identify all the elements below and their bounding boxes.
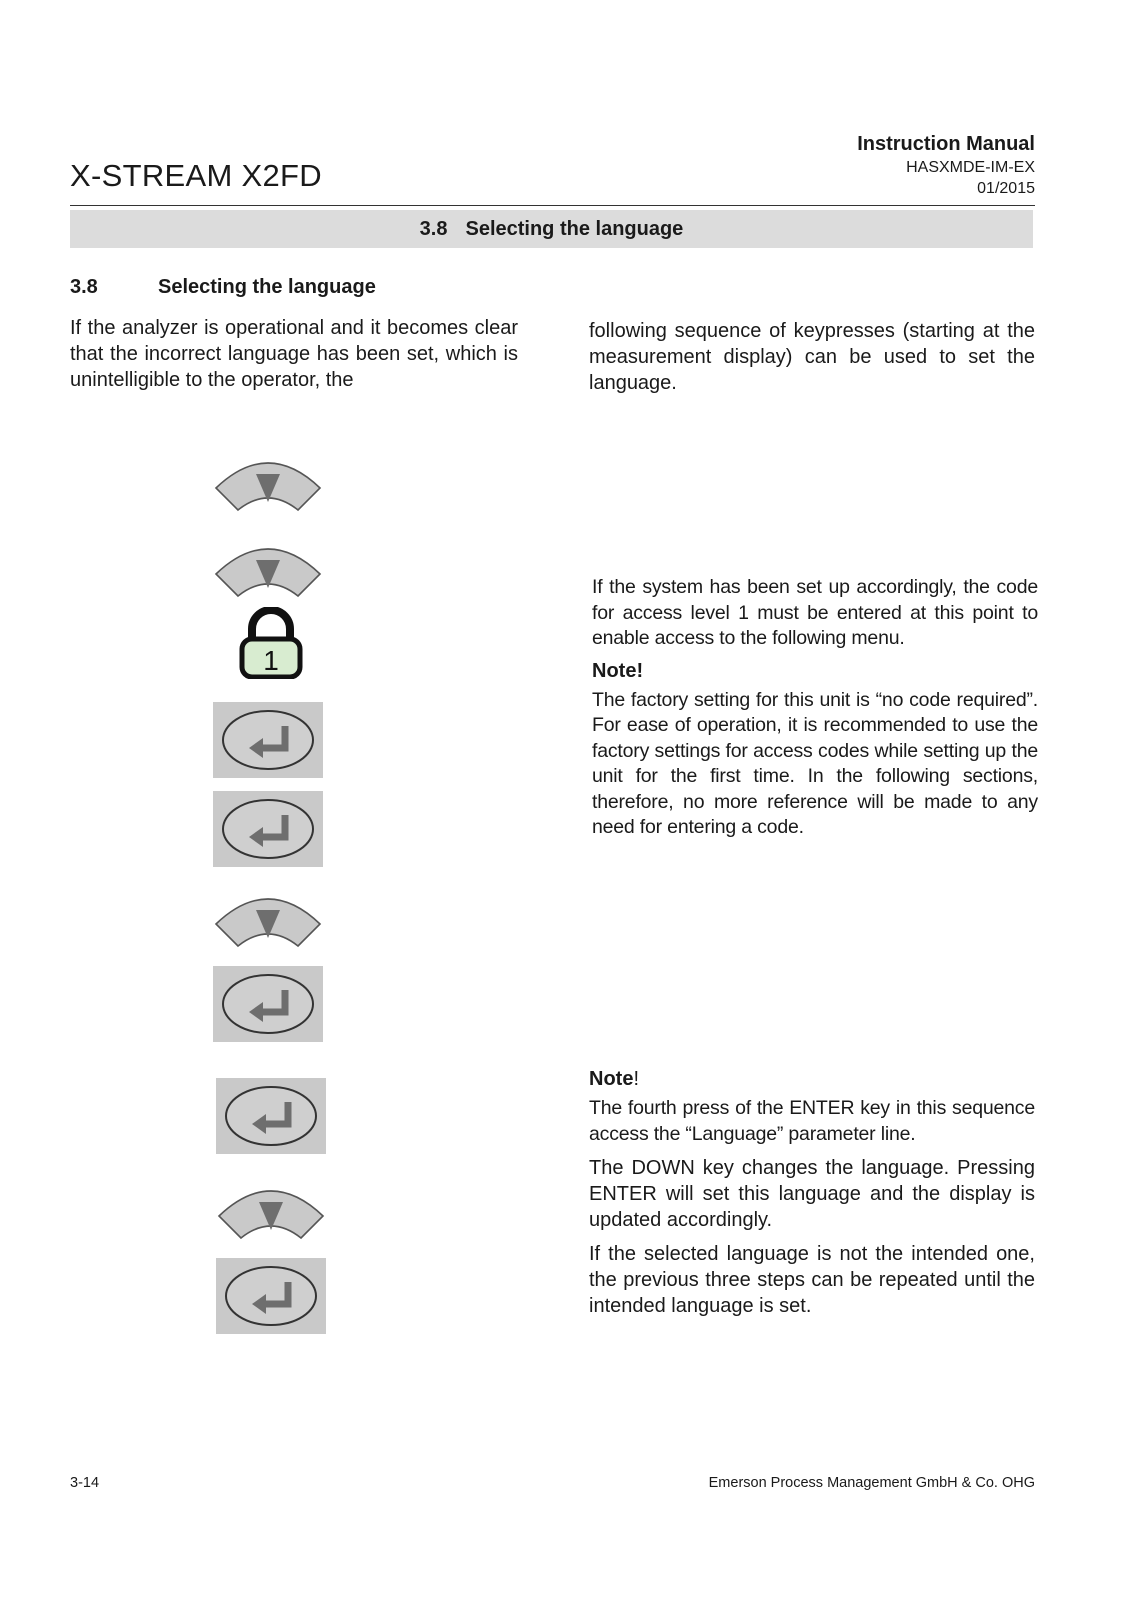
header-info <box>857 131 1035 199</box>
section-title: Selecting the language <box>158 276 376 298</box>
section-heading <box>70 276 376 299</box>
down-key-icon <box>215 1180 327 1244</box>
enter-key-icon <box>213 966 323 1042</box>
intro-left: If the analyzer is operational and it becomes clear that the incorrect language has been set, which is unintelligible to the operator, the <box>70 317 518 391</box>
product-title: X-STREAM X2FD <box>70 158 322 193</box>
section-bar-title: Selecting the language <box>465 218 684 240</box>
down-key-icon <box>212 452 324 516</box>
language-note <box>589 1060 1035 1319</box>
language-note-p2: The DOWN key changes the language. Pressing ENTER will set this language and the display is updated accordingly. <box>589 1157 1035 1231</box>
enter-key-icon <box>216 1258 326 1334</box>
manual-title: Instruction Manual <box>857 133 1035 155</box>
section-bar-number: 3.8 <box>419 218 448 240</box>
access-note-body: The factory setting for this unit is “no code required”. For ease of operation, it is recommended to use the factory settings for access codes while setting up the unit for the first time. In the following sections, therefore, no more reference will be made to any need for entering a code. <box>592 688 1038 838</box>
language-note-label <box>589 1066 1035 1092</box>
lock-level-label: 1 <box>263 645 279 676</box>
down-key-icon <box>212 888 324 952</box>
document-date: 01/2015 <box>977 180 1035 197</box>
access-note <box>592 575 1038 841</box>
header-divider <box>70 205 1035 206</box>
section-bar <box>70 210 1033 248</box>
section-number: 3.8 <box>70 276 98 298</box>
enter-key-icon <box>213 702 323 778</box>
language-note-p1: The fourth press of the ENTER key in this sequence access the “Language” parameter line. <box>589 1097 1035 1145</box>
page-number: 3-14 <box>70 1475 100 1491</box>
footer-company: Emerson Process Management GmbH & Co. OHG <box>708 1475 1035 1491</box>
note-label-bold: Note <box>589 1068 634 1090</box>
note-label-rest: ! <box>633 1068 640 1090</box>
intro-right: following sequence of keypresses (starting at the measurement display) can be used to set the language. <box>589 320 1035 394</box>
document-id: HASXMDE-IM-EX <box>906 159 1035 176</box>
enter-key-icon <box>216 1078 326 1154</box>
access-note-text: If the system has been set up accordingly, the code for access level 1 must be entered at this point to enable access to the following menu. <box>592 576 1038 649</box>
language-note-p3: If the selected language is not the intended one, the previous three steps can be repeated until the intended language is set. <box>589 1243 1035 1317</box>
down-key-icon <box>212 538 324 602</box>
enter-key-icon <box>213 791 323 867</box>
lock-icon <box>238 607 304 679</box>
access-note-label: Note! <box>592 659 644 682</box>
